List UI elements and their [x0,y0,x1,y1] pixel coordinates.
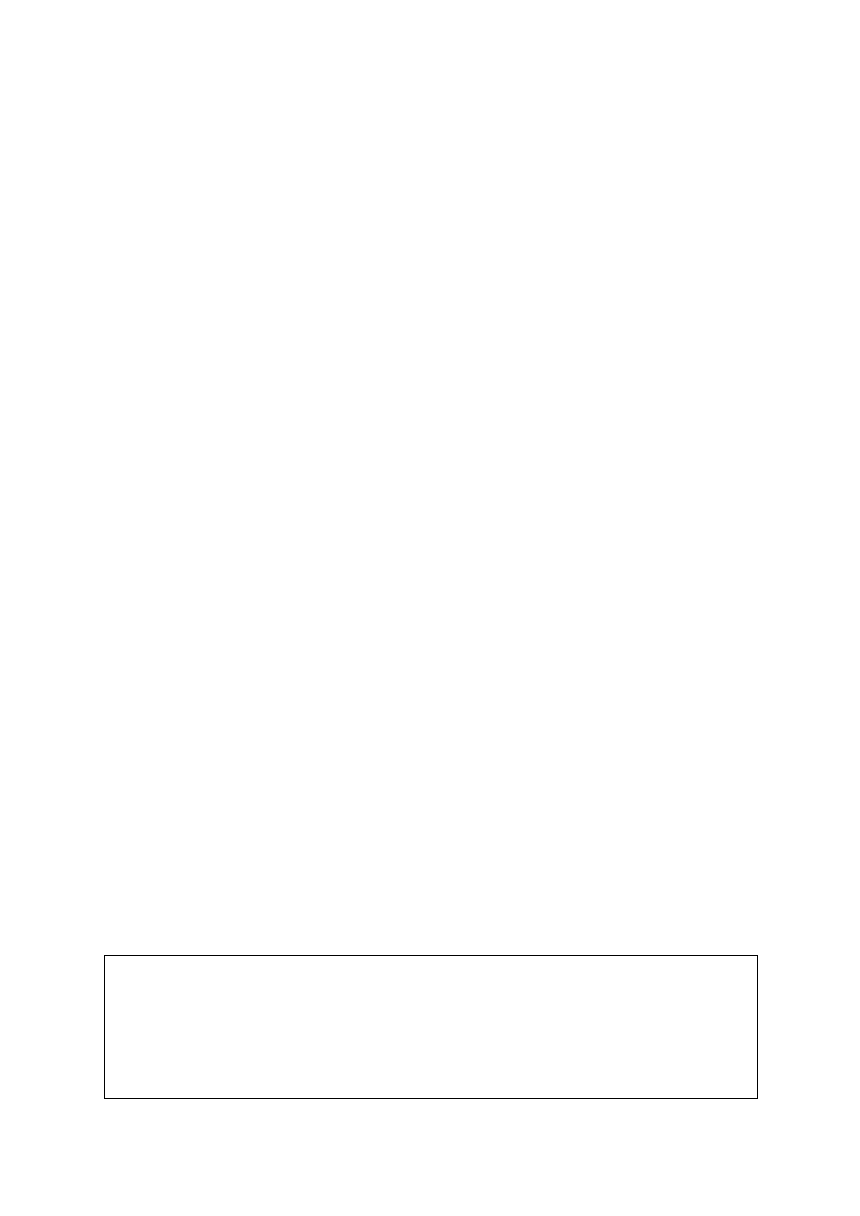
passage-box [104,955,758,1099]
